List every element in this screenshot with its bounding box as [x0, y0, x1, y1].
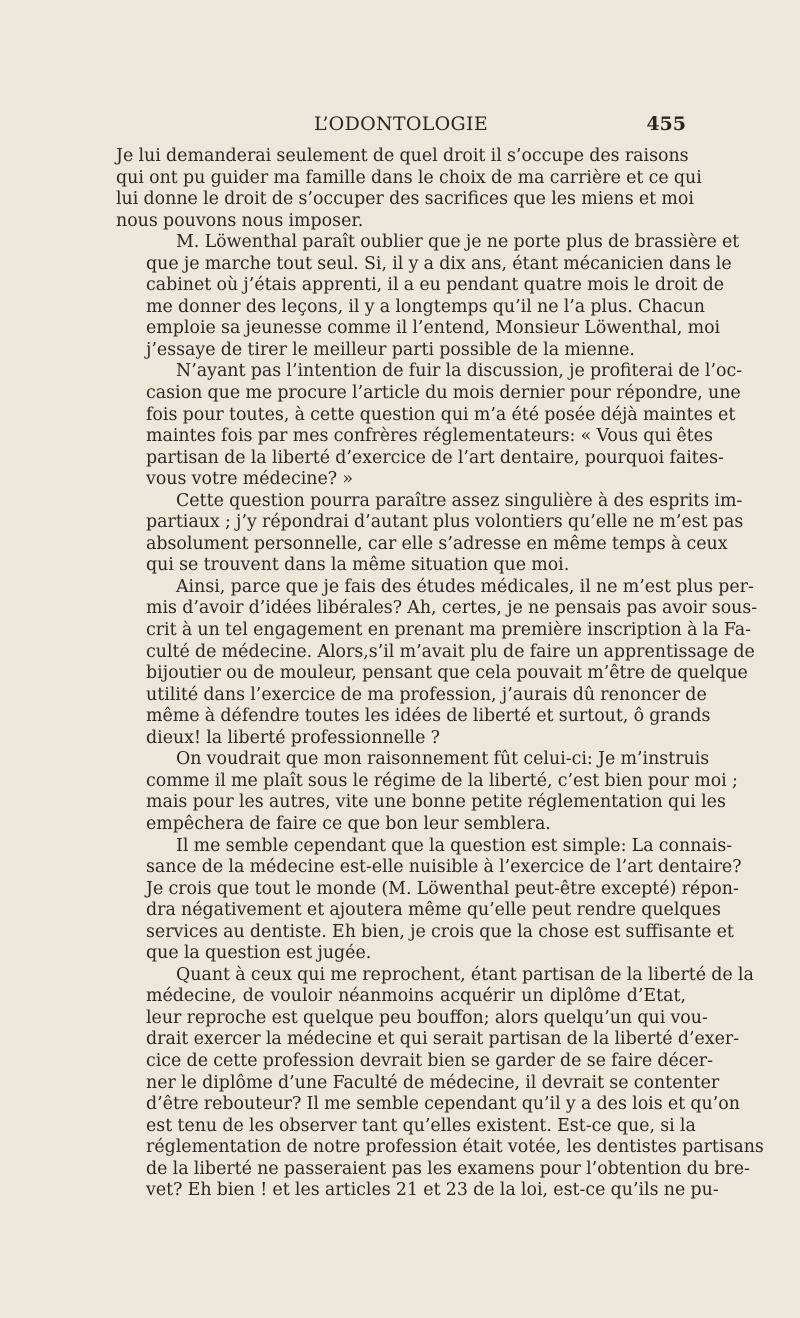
- paragraph-1: [116, 146, 702, 232]
- text-line: crit à un tel engagement en prenant ma première inscription à la Fa-: [146, 620, 751, 641]
- text-line: sance de la médecine est-elle nuisible à l’exercice de l’art dentaire?: [146, 857, 742, 878]
- text-line: Je lui demanderai seulement de quel droit il s’occupe des raisons: [116, 146, 689, 166]
- text-line: nous pouvons nous imposer.: [116, 210, 364, 231]
- text-line: lui donne le droit de s’occuper des sacrifices que les miens et moi: [116, 189, 694, 210]
- paragraph-7: [116, 835, 742, 965]
- text-line: mis d’avoir d’idées libérales? Ah, certes, je ne pensais pas avoir sous-: [146, 598, 758, 619]
- text-line: Il me semble cependant que la question est simple: La connais-: [176, 835, 733, 856]
- body-text: [116, 146, 764, 1202]
- running-title: L’ODONTOLOGIE: [313, 113, 488, 135]
- text-line: Cette question pourra paraître assez singulière à des esprits im-: [176, 490, 743, 511]
- text-line: j’essaye de tirer le meilleur parti possible de la mienne.: [146, 339, 635, 360]
- text-line: qui se trouvent dans la même situation que moi.: [146, 555, 570, 576]
- text-line: même à défendre toutes les idées de liberté et surtout, ô grands: [146, 706, 711, 727]
- text-line: dieux! la liberté professionnelle ?: [146, 727, 440, 748]
- text-line: absolument personnelle, car elle s’adresse en même temps à ceux: [146, 533, 728, 554]
- paragraph-2: [116, 232, 740, 361]
- paragraph-3: [116, 361, 743, 490]
- text-line: d’être rebouteur? Il me semble cependant qu’il y a des lois et qu’on: [146, 1094, 740, 1115]
- page-header: [116, 113, 686, 141]
- text-line: fois pour toutes, à cette question qui m’a été posée déjà maintes et: [146, 404, 736, 425]
- paragraph-5: [116, 576, 758, 749]
- text-line: mais pour les autres, vite une bonne petite réglementation qui les: [146, 792, 726, 813]
- text-line: ner le diplôme d’une Faculté de médecine, il devrait se contenter: [146, 1072, 720, 1093]
- text-line: empêchera de faire ce que bon leur semblera.: [146, 813, 551, 834]
- text-line: bijoutier ou de mouleur, pensant que cela pouvait m’être de quelque: [146, 663, 748, 684]
- text-line: services au dentiste. Eh bien, je crois que la chose est suffisante et: [146, 921, 734, 942]
- text-line: est tenu de les observer tant qu’elles existent. Est-ce que, si la: [146, 1115, 696, 1136]
- text-line: utilité dans l’exercice de ma profession, j’aurais dû renoncer de: [146, 684, 707, 705]
- text-line: que la question est jugée.: [146, 943, 372, 964]
- text-line: culté de médecine. Alors,s’il m’avait plu de faire un apprentissage de: [146, 641, 755, 662]
- text-line: cice de cette profession devrait bien se garder de se faire décer-: [146, 1050, 713, 1071]
- text-line: drait exercer la médecine et qui serait partisan de la liberté d’exer-: [146, 1029, 740, 1050]
- text-line: me donner des leçons, il y a longtemps qu’il ne l’a plus. Chacun: [146, 296, 705, 317]
- paragraph-6: [116, 749, 738, 835]
- text-line: leur reproche est quelque peu bouffon; alors quelqu’un qui vou-: [146, 1007, 708, 1028]
- text-line: qui ont pu guider ma famille dans le choix de ma carrière et ce qui: [116, 167, 702, 188]
- text-line: M. Löwenthal paraît oublier que je ne porte plus de brassière et: [176, 232, 740, 253]
- text-line: que je marche tout seul. Si, il y a dix ans, étant mécanicien dans le: [146, 253, 732, 274]
- text-line: partiaux ; j’y répondrai d’autant plus volontiers qu’elle ne m’est pas: [146, 512, 744, 533]
- text-line: On voudrait que mon raisonnement fût celui-ci: Je m’instruis: [176, 749, 710, 770]
- text-line: Ainsi, parce que je fais des études médicales, il ne m’est plus per-: [176, 576, 754, 597]
- text-line: médecine, de vouloir néanmoins acquérir un diplôme d’Etat,: [146, 986, 686, 1007]
- text-line: partisan de la liberté d’exercice de l’art dentaire, pourquoi faites-: [146, 447, 724, 468]
- text-line: vous votre médecine? »: [146, 469, 353, 490]
- text-line: N’ayant pas l’intention de fuir la discussion, je profiterai de l’oc-: [176, 361, 743, 382]
- text-line: réglementation de notre profession était votée, les dentistes partisans: [146, 1137, 764, 1158]
- text-line: emploie sa jeunesse comme il l’entend, Monsieur Löwenthal, moi: [146, 318, 721, 339]
- paragraph-4: [116, 490, 744, 577]
- text-line: cabinet où j’étais apprenti, il a eu pendant quatre mois le droit de: [146, 275, 725, 296]
- text-line: Quant à ceux qui me reprochent, étant partisan de la liberté de la: [176, 964, 754, 985]
- paragraph-8: [116, 964, 764, 1202]
- text-line: dra négativement et ajoutera même qu’elle peut rendre quelques: [146, 900, 721, 921]
- text-line: maintes fois par mes confrères réglementateurs: « Vous qui êtes: [146, 426, 713, 447]
- text-line: vet? Eh bien ! et les articles 21 et 23 de la loi, est-ce qu’ils ne pu-: [146, 1180, 719, 1201]
- page-number: 455: [646, 113, 686, 135]
- text-line: comme il me plaît sous le régime de la liberté, c’est bien pour moi ;: [146, 770, 738, 791]
- text-line: de la liberté ne passeraient pas les examens pour l’obtention du bre-: [146, 1158, 750, 1179]
- text-line: casion que me procure l’article du mois dernier pour répondre, une: [146, 383, 741, 404]
- text-line: Je crois que tout le monde (M. Löwenthal peut-être excepté) répon-: [146, 878, 739, 899]
